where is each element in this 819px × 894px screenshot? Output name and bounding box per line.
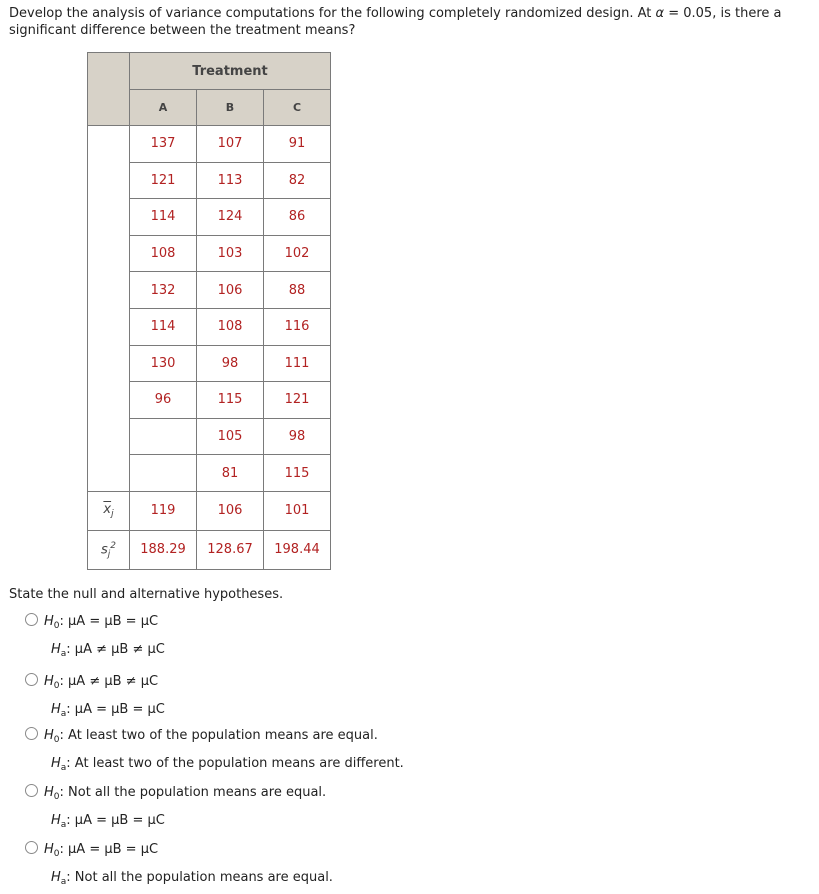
null-hypothesis: : μA = μB = μC <box>59 842 159 857</box>
table-cell <box>130 455 197 492</box>
row-blank <box>88 345 130 382</box>
table-cell: 111 <box>264 345 331 382</box>
table-row <box>88 162 331 199</box>
table-cell: 106 <box>197 272 264 309</box>
column-header-c: C <box>264 90 331 126</box>
row-blank <box>88 382 130 419</box>
alternative-hypothesis: : At least two of the population means are different. <box>66 756 404 771</box>
row-blank <box>88 126 130 163</box>
table-cell: 130 <box>130 345 197 382</box>
table-cell: 91 <box>264 126 331 163</box>
null-hypothesis: : μA = μB = μC <box>59 614 159 629</box>
question-text: Develop the analysis of variance computations for the following completely randomized design. At α = 0.05, is there a significant difference between the treatment means? <box>9 6 782 38</box>
variance-a: 188.29 <box>130 530 197 569</box>
row-blank <box>88 235 130 272</box>
table-cell: 114 <box>130 199 197 236</box>
table-cell: 96 <box>130 382 197 419</box>
row-blank <box>88 162 130 199</box>
variance-label: $s_j^2$ <box>88 530 130 569</box>
table-cell: 86 <box>264 199 331 236</box>
radio-button[interactable] <box>25 784 38 797</box>
table-row <box>88 272 331 309</box>
row-blank <box>88 199 130 236</box>
option-2[interactable]: $H_0$: μA ≠ μB ≠ μC $H_a$: μA = μB = μC <box>25 670 165 726</box>
table-cell: 108 <box>197 308 264 345</box>
alternative-hypothesis: : μA = μB = μC <box>66 813 165 828</box>
option-5[interactable]: $H_0$: μA = μB = μC $H_a$: Not all the population means are equal. <box>25 838 333 894</box>
table-cell: 121 <box>264 382 331 419</box>
table-row <box>88 308 331 345</box>
table-row <box>88 345 331 382</box>
radio-button[interactable] <box>25 841 38 854</box>
table-cell: 81 <box>197 455 264 492</box>
table-cell: 121 <box>130 162 197 199</box>
table-row <box>88 382 331 419</box>
row-blank <box>88 455 130 492</box>
table-cell: 108 <box>130 235 197 272</box>
null-hypothesis: : At least two of the population means are equal. <box>59 728 378 743</box>
table-cell: 124 <box>197 199 264 236</box>
row-blank <box>88 308 130 345</box>
table-row <box>88 455 331 492</box>
radio-button[interactable] <box>25 613 38 626</box>
row-blank <box>88 272 130 309</box>
table-row <box>88 199 331 236</box>
alternative-hypothesis: : μA ≠ μB ≠ μC <box>66 642 165 657</box>
column-header-a: A <box>130 90 197 126</box>
table-cell: 113 <box>197 162 264 199</box>
variance-b: 128.67 <box>197 530 264 569</box>
table-cell: 137 <box>130 126 197 163</box>
mean-label: $\overline{x}_j$ <box>88 491 130 530</box>
table-row <box>88 418 331 455</box>
option-1[interactable]: $H_0$: μA = μB = μC $H_a$: μA ≠ μB ≠ μC <box>25 610 165 666</box>
table-row <box>88 235 331 272</box>
table-cell: 105 <box>197 418 264 455</box>
table-cell: 107 <box>197 126 264 163</box>
null-hypothesis: : Not all the population means are equal. <box>59 785 327 800</box>
treatment-header: Treatment <box>130 53 331 90</box>
null-hypothesis: : μA ≠ μB ≠ μC <box>59 674 159 689</box>
table-cell: 82 <box>264 162 331 199</box>
radio-button[interactable] <box>25 727 38 740</box>
radio-button[interactable] <box>25 673 38 686</box>
table-row <box>88 126 331 163</box>
table-cell: 116 <box>264 308 331 345</box>
data-table <box>87 52 331 570</box>
option-4[interactable]: $H_0$: Not all the population means are equal. $H_a$: μA = μB = μC <box>25 781 326 837</box>
table-cell: 88 <box>264 272 331 309</box>
variance-c: 198.44 <box>264 530 331 569</box>
table-cell: 102 <box>264 235 331 272</box>
table-cell: 115 <box>197 382 264 419</box>
table-corner <box>88 53 130 126</box>
table-cell: 98 <box>197 345 264 382</box>
table-cell: 98 <box>264 418 331 455</box>
mean-b: 106 <box>197 491 264 530</box>
alternative-hypothesis: : μA = μB = μC <box>66 702 165 717</box>
table-cell: 103 <box>197 235 264 272</box>
hypotheses-prompt: State the null and alternative hypotheses. <box>9 587 284 602</box>
table-cell: 115 <box>264 455 331 492</box>
mean-c: 101 <box>264 491 331 530</box>
row-blank <box>88 418 130 455</box>
mean-a: 119 <box>130 491 197 530</box>
table-cell: 132 <box>130 272 197 309</box>
column-header-b: B <box>197 90 264 126</box>
table-cell <box>130 418 197 455</box>
table-cell: 114 <box>130 308 197 345</box>
alpha-symbol: α <box>655 6 665 21</box>
alternative-hypothesis: : Not all the population means are equal. <box>66 870 333 885</box>
option-3[interactable]: $H_0$: At least two of the population means are equal. $H_a$: At least two of the population means are different. <box>25 724 404 780</box>
